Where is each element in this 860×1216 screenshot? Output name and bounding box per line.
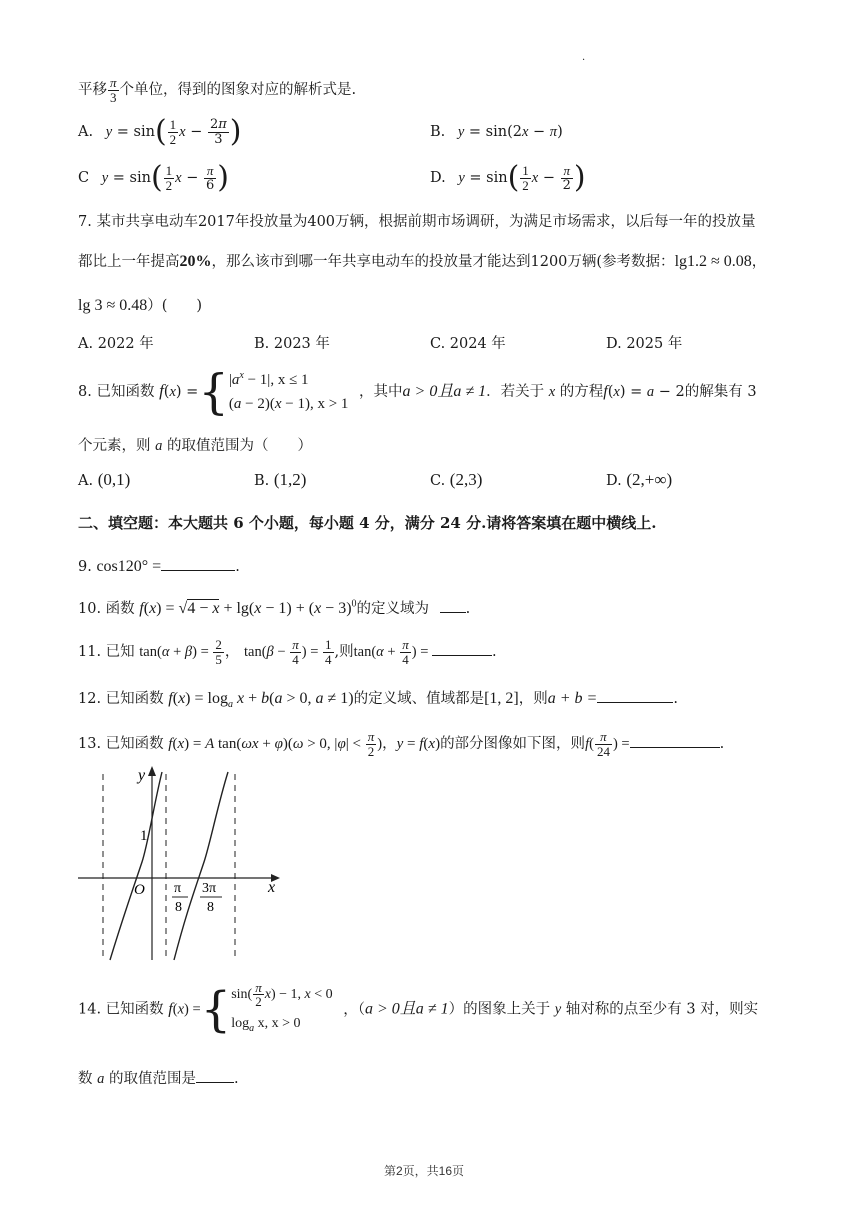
q8-tail: 的解集有 3	[684, 384, 757, 400]
q8-option-b	[254, 470, 306, 490]
q13-num: 13. 已知函数	[78, 736, 164, 753]
x-tick-1-num: π	[174, 881, 182, 896]
q8-option-d	[606, 470, 672, 490]
q7-line2-c: ，	[751, 254, 767, 270]
tangent-branch-1	[110, 772, 162, 960]
q13-mid: ，	[382, 736, 397, 753]
q13: 13. 已知函数 f(x) = A tan(ωx + φ)(ω > 0, |φ| < $\frac{\pi}{2}$ )，y = f(x)的部分图像如下图，则f( $\frac{\pi}{24}$ ) = .	[78, 729, 725, 759]
q14-case2: x, x > 0	[257, 1016, 301, 1032]
q6-frac-num: π	[110, 75, 117, 90]
q14-line1: 14. 已知函数 f(x) ={ sin( $\frac{\pi}{2}$ x) − 1, x < 0 $\log_a x$, x > 0 ，（a > 0且a ≠ 1）的图象上关于 y 轴对称的点至少有 3 对，则实	[78, 979, 759, 1038]
y-tick-label: 1	[140, 828, 148, 844]
q8-cond: a > 0且a ≠ 1	[402, 383, 487, 400]
q11-then: ,则	[334, 644, 354, 661]
q11-num: 11. 已知	[78, 644, 135, 661]
q14-end: .	[233, 1071, 239, 1087]
q6-line1	[78, 76, 356, 104]
q7-line2-b: ，那么该市到哪一年共享电动车的投放量才能达到1200万辆(参考数据：	[211, 254, 675, 270]
q11: 11. 已知 tan(α + β) = $\frac{2}{5}$ ， tan(β − $\frac{\pi}{4}$ ) = $\frac{1}{4}$ ,则tan(α + $\frac{\pi}{4}$ ) = .	[78, 637, 497, 667]
q11-answer-blank	[432, 641, 492, 656]
q6-option-a-label: A.	[78, 124, 94, 140]
q6-option-c-label: C	[78, 170, 90, 186]
tangent-branch-2	[174, 772, 228, 960]
page-footer: 第2页，共16页	[384, 1164, 465, 1178]
q7-paren: ）( )	[147, 298, 203, 314]
q9-end: .	[235, 559, 240, 575]
q8-option-d-value: (2,+∞)	[626, 470, 673, 489]
q12-range: [1, 2]	[484, 690, 519, 707]
x-tick-1-den: 8	[175, 900, 182, 915]
q8-line2: 个元素，则 a 的取值范围为（ ）	[78, 438, 312, 454]
q8-line1: 8. 已知函数 f(x) ={ $|a^x - 1|$, x ≤ 1 (a − 2)(x − 1), x > 1 ，其中a > 0且a ≠ 1．若关于 x 的方程f(x) = a − 2的解集有 3	[78, 364, 757, 420]
q14-mid: ，（	[343, 1001, 365, 1018]
q9-num: 9.	[78, 559, 92, 575]
q12-end: .	[673, 691, 678, 707]
q8-option-d-label: D.	[606, 473, 622, 489]
q6-option-d-label: D.	[430, 170, 446, 186]
q14-answer-blank	[196, 1068, 234, 1083]
q6-text-post: 个单位，得到的图象对应的解析式是.	[119, 82, 357, 99]
q9-answer-blank	[161, 556, 235, 571]
q14-line2: 数 a 的取值范围是 .	[78, 1068, 239, 1088]
q8-case1-cond: , x ≤ 1	[270, 372, 309, 389]
q7-line2-a: 都比上一年提高	[78, 254, 180, 270]
q11-sep: ，	[224, 644, 240, 661]
q8-option-a	[78, 470, 130, 490]
q6-option-d: D. y = sin( $\frac{1}{2}$ x − $\frac{\pi}{2}$ )	[430, 160, 586, 195]
q10: 10. 函数 $f(x) = √4 - x + \lg(x - 1) + (x - 3)^0$的定义域为 .	[78, 598, 471, 617]
q14-tail: ）的图象上关于	[448, 1001, 551, 1018]
q6-option-c: C y = sin( $\frac{1}{2}$ x − $\frac{\pi}{6}$ )	[78, 160, 229, 195]
tangent-graph	[76, 764, 286, 964]
q13-tail: 的部分图像如下图，则	[440, 736, 586, 753]
x-tick-2-den: 8	[207, 900, 214, 915]
q7-option-c: C. 2024 年	[430, 336, 506, 352]
origin-label: O	[134, 882, 145, 898]
q9	[78, 556, 240, 576]
q6-option-b-label: B.	[430, 124, 446, 140]
q14-line2-b: 的取值范围是	[108, 1071, 196, 1087]
q7-ref2: lg 3 ≈ 0.48	[78, 297, 148, 314]
q10-answer-blank	[440, 598, 466, 613]
q8-option-a-label: A.	[78, 473, 94, 489]
q14-line2-a: 数	[78, 1071, 93, 1087]
q12: 12. 已知函数 $f(x) = \log_a x + b(a > 0$, a ≠ 1)的定义域、值域都是[1, 2]，则a + b = .	[78, 690, 678, 711]
q12-num: 12. 已知函数	[78, 691, 164, 707]
q12-tail: 的定义域、值域都是	[353, 691, 485, 707]
q13-answer-blank	[630, 733, 720, 748]
q8-prefix: 8. 已知函数	[78, 384, 155, 400]
q8-mid3: 的方程	[559, 384, 604, 400]
q7-option-d: D. 2025 年	[606, 336, 683, 352]
q8-case2-cond: , x > 1	[309, 395, 349, 412]
q8-mid2: ．若关于	[486, 384, 545, 400]
q12-ab: a + b =	[547, 690, 598, 707]
q13-end: .	[719, 736, 725, 753]
q6-option-a: A. y = sin( $\frac{1}{2}$ x − $\frac{2\pi}{3}$ )	[78, 114, 242, 149]
y-axis-label: y	[138, 767, 146, 784]
q6-frac-den: 3	[110, 89, 117, 105]
q7-line3	[78, 296, 202, 315]
q11-end: .	[492, 644, 497, 661]
q6-option-b: B. y = sin(2x − π)	[430, 124, 563, 140]
q6-fraction	[108, 76, 119, 104]
q14-num: 14. 已知函数	[78, 1001, 164, 1018]
q14-tail2: 轴对称的点至少有 3 对，则实	[565, 1001, 759, 1018]
section-2-heading: 二、填空题：本大题共 6 个小题，每小题 4 分，满分 24 分.请将答案填在题中横线上.	[78, 514, 657, 532]
q8-option-a-value: (0,1)	[97, 470, 131, 489]
top-mark: .	[582, 52, 586, 63]
q7-option-b: B. 2023 年	[254, 336, 330, 352]
q7-ref1: lg1.2 ≈ 0.08	[674, 253, 752, 270]
q8-option-c-label: C.	[430, 473, 446, 489]
q6-text-pre: 平移	[78, 82, 107, 99]
q10-end: .	[465, 601, 471, 617]
q10-tail: 的定义域为	[356, 601, 430, 617]
q10-num: 10. 函数	[78, 601, 135, 617]
q8-option-b-label: B.	[254, 473, 270, 489]
q8-option-c-value: (2,3)	[449, 470, 483, 489]
x-tick-2-num: 3π	[202, 881, 217, 896]
q8-option-c	[430, 470, 482, 490]
q14-cond: a > 0且a ≠ 1	[364, 1000, 449, 1018]
y-axis-arrow	[148, 766, 156, 776]
q8-line2-b: 的取值范围为（ ）	[166, 438, 312, 454]
q7-line2	[78, 252, 766, 271]
q7-percent: 20%	[179, 253, 212, 270]
q12-answer-blank	[597, 688, 673, 703]
q12-tail2: ，则	[518, 691, 548, 707]
q8-option-b-value: (1,2)	[273, 470, 307, 489]
x-axis-label: x	[268, 879, 276, 896]
q9-expr: cos120° =	[96, 558, 162, 575]
q7-option-a: A. 2022 年	[78, 336, 154, 352]
q8-mid: ，其中	[359, 384, 403, 400]
q8-line2-a: 个元素，则	[78, 438, 151, 454]
q7-line1: 7. 某市共享电动车2017年投放量为400万辆，根据前期市场调研，为满足市场需求，以后每一年的投放量	[78, 214, 756, 230]
